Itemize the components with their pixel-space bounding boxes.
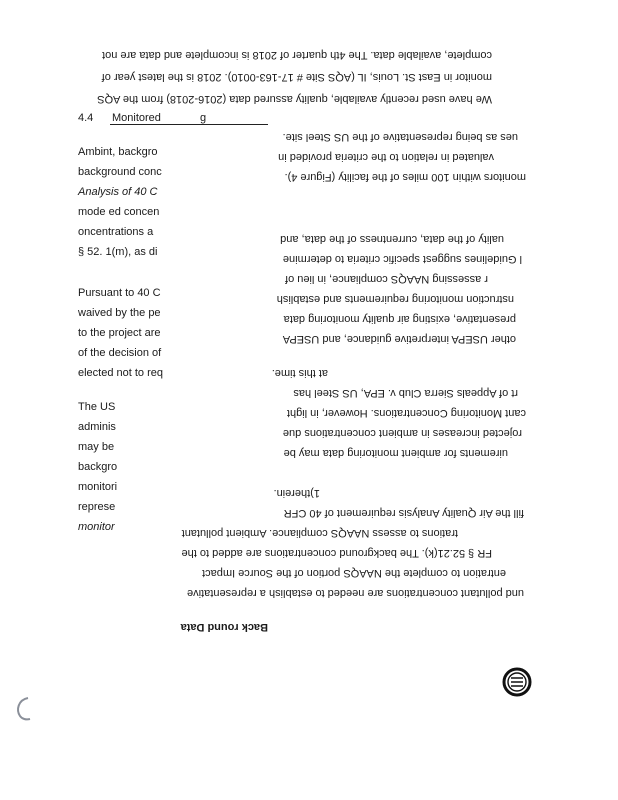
upside-line: rojected increases in ambient concentrations due [282, 427, 522, 439]
upside-line: complete, available data. The 4th quarter of 2018 is incomplete and data are not [102, 49, 492, 61]
left-line: background conc [78, 166, 162, 178]
section-title: Monitored [112, 112, 161, 124]
upside-line: presentative, existing air quality monitoring data [283, 313, 516, 325]
left-line: to the project are [78, 327, 161, 339]
section-title-trail: g [200, 112, 207, 124]
upside-line: uality of the data, currentness of the data, and [280, 233, 504, 245]
left-line: adminis [78, 421, 116, 433]
left-line: waived by the pe [78, 307, 161, 319]
company-logo-icon [502, 667, 532, 697]
left-line: monitori [78, 481, 118, 493]
upside-line: und pollutant concentrations are needed to establish a representative [187, 587, 524, 599]
left-line: of the decision of [78, 347, 162, 359]
heading-underline [110, 124, 268, 125]
upside-line: other USEPA interpretive guidance, and USEPA [282, 333, 516, 345]
upside-line: monitor in East St. Louis, IL (AQS Site # 17-163-0010). 2018 is the latest year of [101, 71, 492, 83]
upside-line: rt of Appeals Sierra Club v. EPA, US Steel has [293, 387, 518, 399]
left-line: represe [78, 501, 116, 513]
left-line: The US [78, 401, 116, 413]
left-line: Pursuant to 40 C [78, 287, 161, 299]
left-line: backgro [78, 461, 118, 473]
upside-line: ues as being representative of the US Steel site. [282, 131, 518, 143]
section-number: 4.4 [78, 112, 94, 124]
left-line: oncentrations a [78, 226, 154, 238]
upside-line: We have used recently available, quality assured data (2016-2018) from the AQS [97, 93, 492, 105]
upside-line: cant Monitoring Concentrations. However, in light [286, 407, 526, 419]
upside-line: valuated in relation to the criteria provided in [278, 151, 494, 163]
upside-line: entration to complete the NAAQS portion of the Source Impact [202, 567, 506, 579]
upside-line: uirements for ambient monitoring data may be [283, 447, 508, 459]
upside-line: r assessing NAAQS compliance, in lieu of [285, 273, 488, 285]
left-line: Ambi​nt, backgro [78, 146, 158, 158]
left-line: § 52. 1(m), as di [78, 246, 158, 258]
upside-line: at this time. [271, 367, 328, 379]
left-line: mode ed concen [78, 206, 160, 218]
upside-line: l Guidelines suggest specific criteria to determine [282, 253, 522, 265]
upside-line: monitors within 100 miles of the facility (Figure 4). [284, 171, 526, 183]
upside-line: fill the Air Quality Analysis requirement of 40 CFR [283, 507, 524, 519]
upside-line: 1)therein. [273, 487, 320, 499]
upside-line: Back round Data [180, 621, 268, 633]
left-line: elected not to req [78, 367, 164, 379]
left-line: Analysis of 40 C [78, 186, 158, 198]
upside-line: trations to assess NAAQS compliance. Ambient pollutant [181, 527, 458, 539]
left-line: may be [78, 441, 115, 453]
upside-line: FR § 52.21(k). The background concentrations are added to the [181, 547, 492, 559]
left-line: monitor [78, 521, 115, 533]
scan-artifact-icon [12, 696, 32, 722]
upside-line: nstruction monitoring requirements and establish [276, 293, 514, 305]
